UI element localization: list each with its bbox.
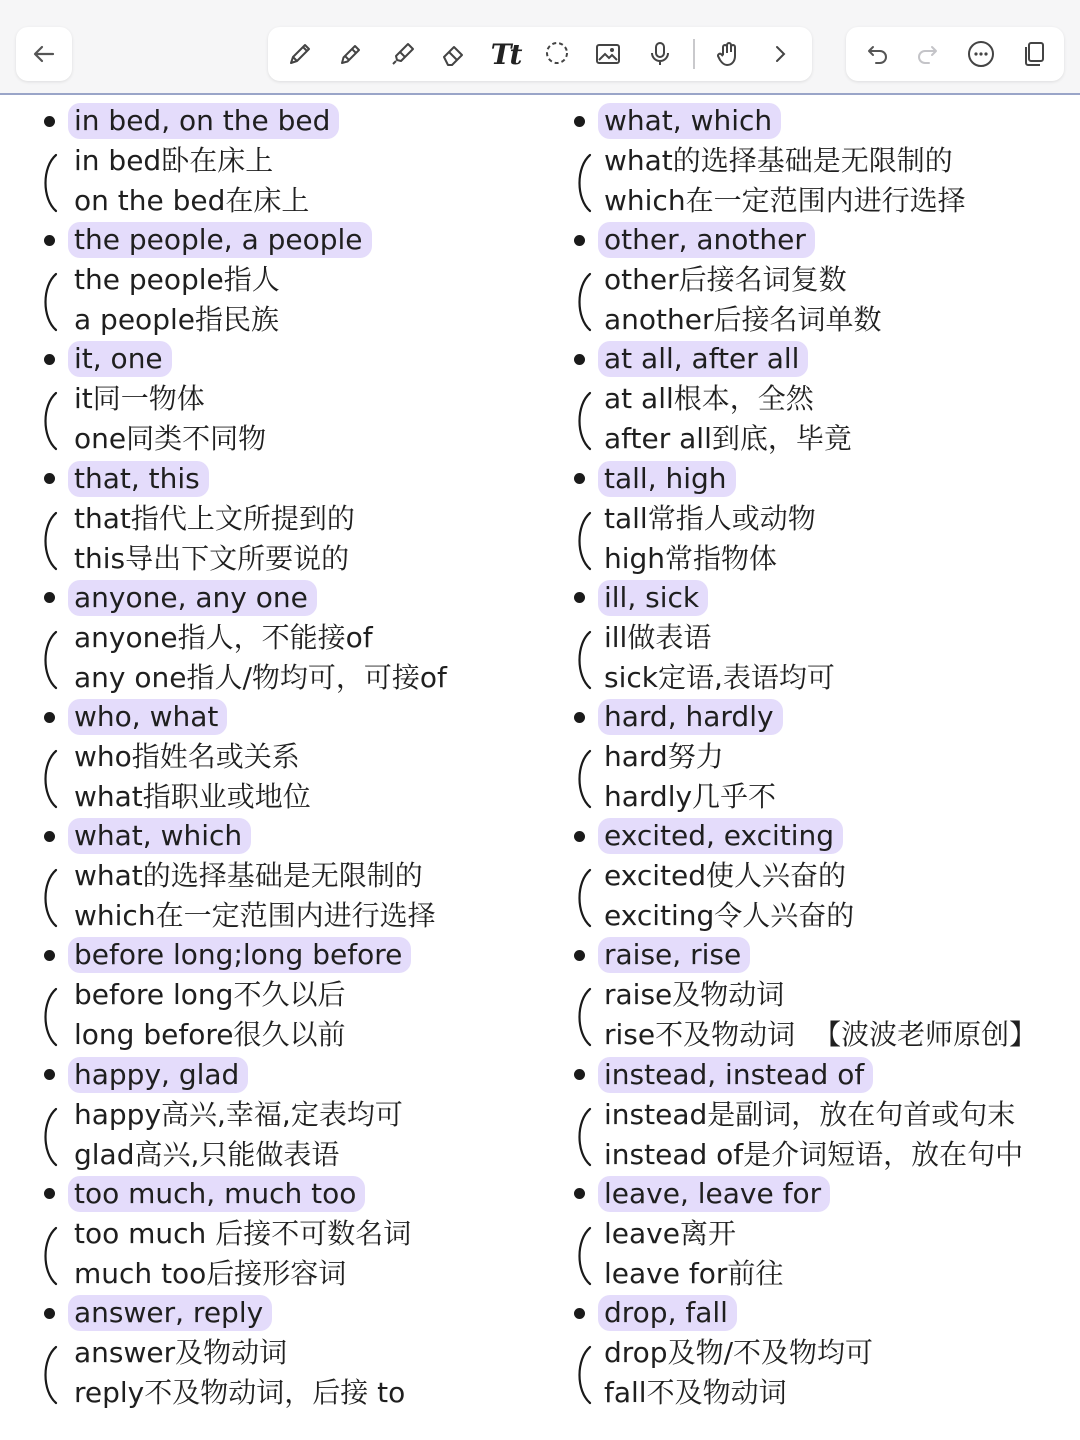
brace-icon bbox=[570, 511, 594, 571]
note-line: instead of是介词短语，放在句中 bbox=[604, 1137, 1024, 1171]
highlighted-term: answer, reply bbox=[68, 1295, 272, 1331]
note-line: any one指人/物均可，可接of bbox=[74, 660, 447, 694]
highlighted-term: drop, fall bbox=[598, 1295, 737, 1331]
note-line: high常指物体 bbox=[604, 541, 778, 575]
list-item bbox=[0, 459, 540, 579]
highlighted-term: before long;long before bbox=[68, 937, 411, 973]
note-line: ill做表语 bbox=[604, 620, 712, 654]
note-line: answer及物动词 bbox=[74, 1336, 288, 1369]
highlighted-term: it, one bbox=[68, 341, 172, 377]
chevron-right-icon[interactable] bbox=[762, 36, 798, 72]
more-icon[interactable] bbox=[963, 36, 999, 72]
note-line bbox=[604, 1015, 1037, 1055]
note-line: before long不久以后 bbox=[74, 978, 346, 1012]
brace-icon bbox=[570, 1226, 594, 1286]
brace-icon bbox=[570, 749, 594, 809]
brace-icon bbox=[570, 391, 594, 451]
list-item bbox=[540, 578, 1080, 698]
note-line: another后接名词单数 bbox=[604, 303, 882, 337]
highlighted-term: leave, leave for bbox=[598, 1176, 830, 1212]
bullet-dot bbox=[574, 950, 585, 961]
bullet-dot bbox=[44, 950, 55, 961]
bullet-dot bbox=[44, 1069, 55, 1080]
brace-icon bbox=[36, 1226, 60, 1286]
highlighted-term: raise, rise bbox=[598, 937, 750, 973]
bullet-dot bbox=[574, 1308, 585, 1319]
brace-icon bbox=[36, 868, 60, 928]
brace-icon bbox=[36, 391, 60, 451]
list-item bbox=[540, 459, 1080, 579]
note-line: too much 后接不可数名词 bbox=[74, 1216, 412, 1250]
note-line: which在一定范围内进行选择 bbox=[604, 184, 966, 217]
list-item bbox=[540, 101, 1080, 221]
eraser-icon[interactable] bbox=[436, 36, 472, 72]
note-line-text: rise不及物动词 bbox=[604, 1018, 796, 1052]
brace-icon bbox=[36, 1345, 60, 1405]
note-line: other后接名词复数 bbox=[604, 263, 847, 297]
highlighted-term: what, which bbox=[68, 818, 251, 854]
highlighted-term: that, this bbox=[68, 461, 209, 497]
bullet-dot bbox=[44, 354, 55, 365]
note-line: exciting令人兴奋的 bbox=[604, 899, 855, 933]
list-item bbox=[540, 1174, 1080, 1294]
bullet-dot bbox=[44, 1308, 55, 1319]
bullet-dot bbox=[574, 592, 585, 603]
highlighted-term: the people, a people bbox=[68, 222, 372, 258]
bullet-dot bbox=[574, 354, 585, 365]
list-item bbox=[540, 1293, 1080, 1413]
bullet-dot bbox=[44, 473, 55, 484]
list-item bbox=[0, 578, 540, 698]
note-line: this导出下文所要说的 bbox=[74, 541, 350, 575]
highlighted-term: what, which bbox=[598, 103, 781, 139]
pages-icon[interactable] bbox=[1016, 36, 1052, 72]
list-item bbox=[0, 339, 540, 459]
note-line: instead是副词，放在句首或句末 bbox=[604, 1097, 1016, 1131]
note-line: the people指人 bbox=[74, 263, 280, 297]
toolbar bbox=[0, 0, 1080, 95]
note-line: what指职业或地位 bbox=[74, 780, 311, 813]
note-line: in bed卧在床上 bbox=[74, 144, 274, 177]
note-line: it同一物体 bbox=[74, 382, 205, 416]
redo-icon[interactable] bbox=[911, 36, 947, 72]
note-line: long before很久以前 bbox=[74, 1018, 346, 1052]
bullet-dot bbox=[44, 592, 55, 603]
note-line: which在一定范围内进行选择 bbox=[74, 899, 436, 933]
highlighted-term: who, what bbox=[68, 699, 227, 735]
bullet-dot bbox=[44, 235, 55, 246]
bullet-dot bbox=[574, 712, 585, 723]
note-line: happy高兴,幸福,定表均可 bbox=[74, 1097, 403, 1131]
list-item bbox=[540, 816, 1080, 936]
note-line: raise及物动词 bbox=[604, 978, 785, 1012]
bullet-dot bbox=[574, 116, 585, 127]
list-item bbox=[0, 935, 540, 1055]
pencil-icon[interactable] bbox=[333, 36, 369, 72]
brace-icon bbox=[570, 630, 594, 690]
note-line: a people指民族 bbox=[74, 303, 279, 337]
brace-icon bbox=[36, 630, 60, 690]
list-item bbox=[540, 697, 1080, 817]
highlighted-term: hard, hardly bbox=[598, 699, 783, 735]
author-tag: 【波波老师原创】 bbox=[813, 1018, 1038, 1052]
bullet-dot bbox=[44, 116, 55, 127]
text-icon[interactable]: Tt bbox=[490, 37, 521, 71]
note-line: at all根本，全然 bbox=[604, 382, 814, 416]
bullet-dot bbox=[44, 1188, 55, 1199]
note-line: excited使人兴奋的 bbox=[604, 859, 846, 893]
highlighted-term: other, another bbox=[598, 222, 815, 258]
highlighted-term: at all, after all bbox=[598, 341, 808, 377]
back-button[interactable] bbox=[16, 27, 72, 81]
highlighter-icon[interactable] bbox=[385, 36, 421, 72]
brace-icon bbox=[570, 868, 594, 928]
pen-icon[interactable] bbox=[282, 36, 318, 72]
note-line: much too后接形容词 bbox=[74, 1256, 347, 1290]
note-line: leave for前往 bbox=[604, 1256, 784, 1290]
tool-palette bbox=[268, 27, 812, 81]
brace-icon bbox=[36, 987, 60, 1047]
bullet-dot bbox=[574, 831, 585, 842]
list-item bbox=[540, 1055, 1080, 1175]
image-icon[interactable] bbox=[590, 36, 626, 72]
brace-icon bbox=[36, 749, 60, 809]
toolbar-divider bbox=[693, 39, 695, 69]
highlighted-term: instead, instead of bbox=[598, 1057, 873, 1093]
hand-icon[interactable] bbox=[711, 36, 747, 72]
highlighted-term: too much, much too bbox=[68, 1176, 365, 1212]
list-item bbox=[0, 1055, 540, 1175]
highlighted-term: happy, glad bbox=[68, 1057, 248, 1093]
undo-icon[interactable] bbox=[858, 36, 894, 72]
brace-icon bbox=[570, 987, 594, 1047]
lasso-icon[interactable] bbox=[539, 36, 575, 72]
bullet-dot bbox=[574, 235, 585, 246]
note-line: sick定语,表语均可 bbox=[604, 660, 835, 694]
note-line: one同类不同物 bbox=[74, 422, 267, 456]
bullet-dot bbox=[44, 712, 55, 723]
note-line: leave离开 bbox=[604, 1216, 736, 1250]
note-line: anyone指人，不能接of bbox=[74, 620, 373, 654]
note-line: glad高兴,只能做表语 bbox=[74, 1137, 340, 1171]
note-line: on the bed在床上 bbox=[74, 184, 310, 217]
note-line: hardly几乎不 bbox=[604, 780, 777, 813]
brace-icon bbox=[570, 1107, 594, 1167]
list-item bbox=[0, 1174, 540, 1294]
note-line: what的选择基础是无限制的 bbox=[604, 144, 953, 177]
highlighted-term: tall, high bbox=[598, 461, 736, 497]
brace-icon bbox=[36, 511, 60, 571]
list-item bbox=[0, 220, 540, 340]
brace-icon bbox=[570, 1345, 594, 1405]
list-item bbox=[0, 1293, 540, 1413]
highlighted-term: ill, sick bbox=[598, 580, 708, 616]
note-line: reply不及物动词，后接 to bbox=[74, 1376, 406, 1409]
list-item bbox=[0, 101, 540, 221]
action-group bbox=[846, 27, 1064, 81]
microphone-icon[interactable] bbox=[642, 36, 678, 72]
note-line: what的选择基础是无限制的 bbox=[74, 859, 423, 893]
list-item bbox=[540, 220, 1080, 340]
highlighted-term: excited, exciting bbox=[598, 818, 843, 854]
brace-icon bbox=[36, 1107, 60, 1167]
note-line: tall常指人或动物 bbox=[604, 501, 816, 535]
list-item bbox=[0, 816, 540, 936]
bullet-dot bbox=[574, 1188, 585, 1199]
brace-icon bbox=[36, 272, 60, 332]
note-line: fall不及物动词 bbox=[604, 1376, 787, 1409]
back-arrow-icon bbox=[26, 36, 62, 72]
note-line: that指代上文所提到的 bbox=[74, 501, 355, 535]
highlighted-term: in bed, on the bed bbox=[68, 103, 339, 139]
bullet-dot bbox=[44, 831, 55, 842]
bullet-dot bbox=[574, 1069, 585, 1080]
list-item bbox=[0, 697, 540, 817]
list-item bbox=[540, 339, 1080, 459]
note-line: hard努力 bbox=[604, 740, 724, 773]
brace-icon bbox=[570, 272, 594, 332]
brace-icon bbox=[36, 153, 60, 213]
brace-icon bbox=[570, 153, 594, 213]
bullet-dot bbox=[574, 473, 585, 484]
highlighted-term: anyone, any one bbox=[68, 580, 317, 616]
note-line: who指姓名或关系 bbox=[74, 740, 300, 773]
note-line: drop及物/不及物均可 bbox=[604, 1336, 874, 1369]
list-item bbox=[540, 935, 1080, 1055]
note-line: after all到底，毕竟 bbox=[604, 422, 852, 456]
